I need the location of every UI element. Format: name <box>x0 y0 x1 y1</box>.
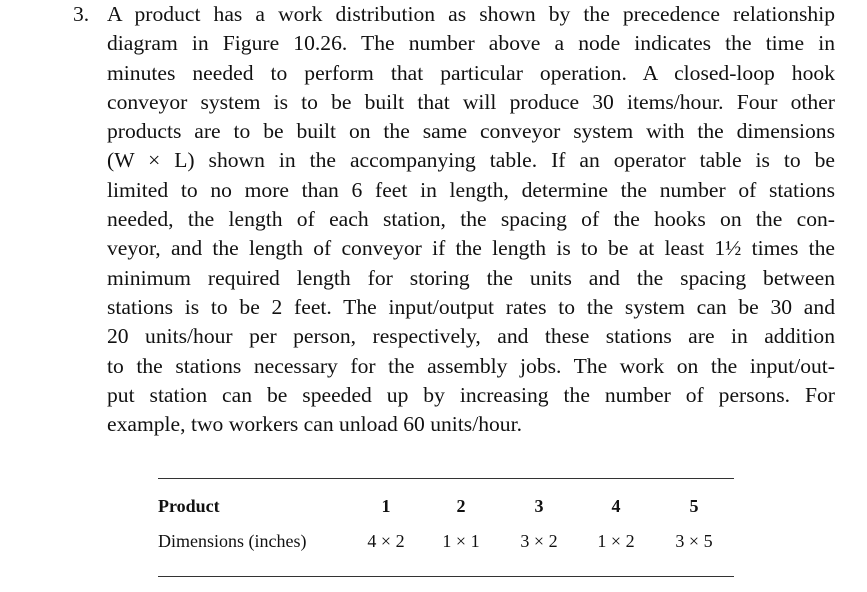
problem-line: veyor, and the length of conveyor if the length is to be at least 1½ times the <box>107 236 835 261</box>
table-header-product: 1 <box>381 496 391 516</box>
table-header-product: 2 <box>456 496 466 516</box>
problem-line: products are to be built on the same conveyor system with the dimensions <box>107 119 835 144</box>
table-header-label: Product <box>158 496 220 516</box>
problem-line: needed, the length of each station, the spacing of the hooks on the con- <box>107 207 835 232</box>
table-cell-dimension: 4 × 2 <box>367 531 405 551</box>
table-cell-dimension: 3 × 2 <box>520 531 558 551</box>
table-cell-dimension: 1 × 1 <box>442 531 480 551</box>
problem-line: conveyor system is to be built that will produce 30 items/hour. Four other <box>107 89 835 114</box>
table-header-product: 3 <box>534 496 544 516</box>
problem-line: put station can be speeded up by increasing the number of persons. For <box>107 382 835 407</box>
problem-line: 20 units/hour per person, respectively, and these stations are in addition <box>107 324 835 349</box>
table-row-label: Dimensions (inches) <box>158 531 307 551</box>
problem-number: 3. <box>73 2 90 26</box>
problem-line: limited to no more than 6 feet in length, determine the number of stations <box>107 177 835 202</box>
problem-text <box>107 0 835 439</box>
table-cell-dimension: 3 × 5 <box>675 531 713 551</box>
table-top-rule <box>158 478 734 479</box>
problem-line: example, two workers can unload 60 units/hour. <box>107 412 522 437</box>
problem-line: A product has a work distribution as shown by the precedence relationship <box>107 2 835 26</box>
problem-line: minimum required length for storing the units and the spacing between <box>107 265 835 290</box>
problem-line: (W × L) shown in the accompanying table. If an operator table is to be <box>107 148 835 173</box>
problem-line: diagram in Figure 10.26. The number above a node indicates the time in <box>107 31 835 56</box>
table-bottom-rule <box>158 576 734 577</box>
table-header-product: 4 <box>611 496 621 516</box>
problem-line: stations is to be 2 feet. The input/output rates to the system can be 30 and <box>107 294 835 319</box>
table-header-product: 5 <box>689 496 699 516</box>
problem-line: to the stations necessary for the assembly jobs. The work on the input/out- <box>107 353 835 378</box>
table-cell-dimension: 1 × 2 <box>597 531 635 551</box>
problem-line: minutes needed to perform that particular operation. A closed-loop hook <box>107 60 835 85</box>
